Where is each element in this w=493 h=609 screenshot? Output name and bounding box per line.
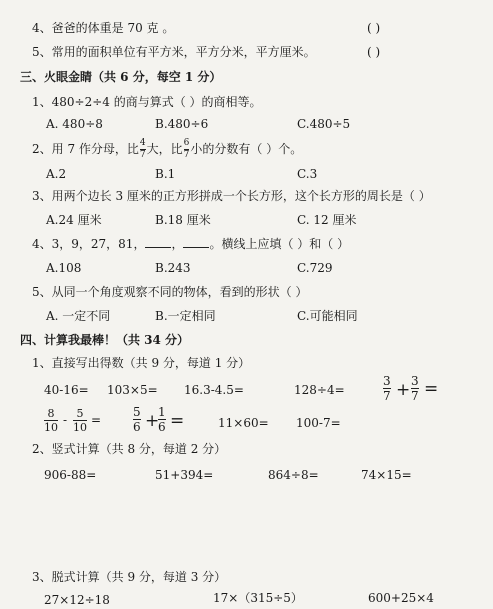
step-calc-1: 27×12÷18 bbox=[44, 593, 110, 607]
s3-q4-option-c[interactable]: C.729 bbox=[297, 261, 333, 275]
step-calc-2: 17×（315÷5） bbox=[213, 591, 303, 605]
s3-q2-option-a[interactable]: A.2 bbox=[46, 167, 67, 181]
fraction-numerator: 3 bbox=[411, 374, 419, 388]
fraction-denominator: 10 bbox=[73, 421, 87, 434]
fraction-denominator: 10 bbox=[44, 421, 58, 434]
s3-q2-suffix: 小的分数有（ ）个。 bbox=[190, 142, 303, 156]
mental-calc-1: 40-16= bbox=[44, 383, 89, 397]
fraction-3-7-a bbox=[383, 375, 391, 402]
s3-q2-option-b[interactable]: B.1 bbox=[155, 167, 176, 181]
fraction-denominator: 6 bbox=[133, 420, 141, 434]
answer-blank-2[interactable] bbox=[183, 237, 209, 248]
fraction-4-7 bbox=[140, 139, 146, 160]
s3-question-5: 5、从同一个角度观察不同的物体，看到的形状（ ） bbox=[32, 285, 308, 299]
written-calc-1: 906-88= bbox=[44, 468, 97, 482]
s3-q2-prefix: 2、用 7 作分母，比 bbox=[32, 142, 139, 156]
s3-question-1: 1、480÷2÷4 的商与算式（ ）的商相等。 bbox=[32, 95, 262, 109]
s3-q5-option-c[interactable]: C.可能相同 bbox=[297, 309, 358, 323]
s4-part-2-title: 2、竖式计算（共 8 分，每道 2 分） bbox=[32, 442, 227, 456]
mental-calc-8: 11×60= bbox=[218, 416, 269, 430]
mental-calc-3: 16.3-4.5= bbox=[184, 383, 244, 397]
s3-q4-option-b[interactable]: B.243 bbox=[155, 261, 191, 275]
written-calc-2: 51+394= bbox=[155, 468, 214, 482]
equals-sign: = bbox=[424, 379, 439, 399]
fraction-denominator: 7 bbox=[411, 389, 419, 403]
s3-question-4 bbox=[32, 237, 349, 251]
fraction-3-7-b bbox=[411, 375, 419, 402]
fraction-numerator: 5 bbox=[133, 405, 141, 419]
s3-question-2 bbox=[32, 139, 302, 160]
s4-part-3-title: 3、脱式计算（共 9 分，每道 3 分） bbox=[32, 570, 227, 584]
s3-q3-option-a[interactable]: A.24 厘米 bbox=[46, 213, 102, 227]
fraction-5-10 bbox=[73, 408, 87, 433]
minus-sign: - bbox=[63, 413, 68, 427]
fraction-denominator: 7 bbox=[183, 150, 190, 160]
section-4-title: 四、计算我最棒！（共 34 分） bbox=[20, 333, 190, 347]
s3-q5-option-b[interactable]: B.一定相同 bbox=[155, 309, 216, 323]
fraction-numerator: 3 bbox=[383, 374, 391, 388]
fraction-numerator: 4 bbox=[139, 138, 146, 148]
written-calc-3: 864÷8= bbox=[268, 468, 319, 482]
fraction-numerator: 5 bbox=[76, 407, 84, 420]
judge-item-4: 4、爸爸的体重是 70 克 。 bbox=[32, 21, 175, 35]
mental-calc-4: 128÷4= bbox=[294, 383, 345, 397]
plus-sign: + bbox=[145, 411, 160, 431]
fraction-numerator: 8 bbox=[47, 407, 55, 420]
step-calc-3: 600+25×4 bbox=[368, 591, 434, 605]
s3-q4-suffix: 。横线上应填（ ）和（ ） bbox=[209, 237, 350, 251]
written-calc-4: 74×15= bbox=[361, 468, 412, 482]
s3-q4-separator: ， bbox=[171, 237, 184, 251]
fraction-denominator: 7 bbox=[139, 150, 146, 160]
s3-q2-middle: 大，比 bbox=[146, 142, 183, 156]
mental-calc-2: 103×5= bbox=[107, 383, 158, 397]
equals-sign: = bbox=[170, 411, 185, 431]
fraction-6-7 bbox=[184, 139, 190, 160]
mental-calc-9: 100-7= bbox=[296, 416, 341, 430]
s3-question-3: 3、用两个边长 3 厘米的正方形拼成一个长方形，这个长方形的周长是（ ） bbox=[32, 189, 431, 203]
fraction-5-6 bbox=[133, 406, 141, 433]
s3-q1-option-c[interactable]: C.480÷5 bbox=[297, 117, 351, 131]
s3-q2-option-c[interactable]: C.3 bbox=[297, 167, 318, 181]
fraction-numerator: 1 bbox=[158, 405, 166, 419]
judge-item-5: 5、常用的面积单位有平方米，平方分米，平方厘米。 bbox=[32, 45, 316, 59]
fraction-denominator: 6 bbox=[158, 420, 166, 434]
answer-blank-1[interactable] bbox=[145, 237, 171, 248]
section-3-title: 三、火眼金睛（共 6 分，每空 1 分） bbox=[20, 70, 222, 84]
plus-sign: + bbox=[396, 380, 411, 400]
s3-q3-option-b[interactable]: B.18 厘米 bbox=[155, 213, 211, 227]
s3-q3-option-c[interactable]: C. 12 厘米 bbox=[297, 213, 357, 227]
s3-q4-prefix: 4、3，9，27，81， bbox=[32, 237, 146, 251]
equals-sign: = bbox=[91, 413, 102, 427]
s3-q5-option-a[interactable]: A. 一定不同 bbox=[46, 309, 111, 323]
fraction-denominator: 7 bbox=[383, 389, 391, 403]
fraction-numerator: 6 bbox=[183, 138, 190, 148]
s3-q1-option-a[interactable]: A. 480÷8 bbox=[46, 117, 103, 131]
fraction-1-6 bbox=[158, 406, 166, 433]
fraction-8-10 bbox=[44, 408, 58, 433]
s4-part-1-title: 1、直接写出得数（共 9 分，每道 1 分） bbox=[32, 356, 251, 370]
s3-q4-option-a[interactable]: A.108 bbox=[46, 261, 82, 275]
s3-q1-option-b[interactable]: B.480÷6 bbox=[155, 117, 209, 131]
judge-answer-paren-5[interactable]: ( ) bbox=[367, 45, 381, 59]
judge-answer-paren-4[interactable]: ( ) bbox=[367, 21, 381, 35]
